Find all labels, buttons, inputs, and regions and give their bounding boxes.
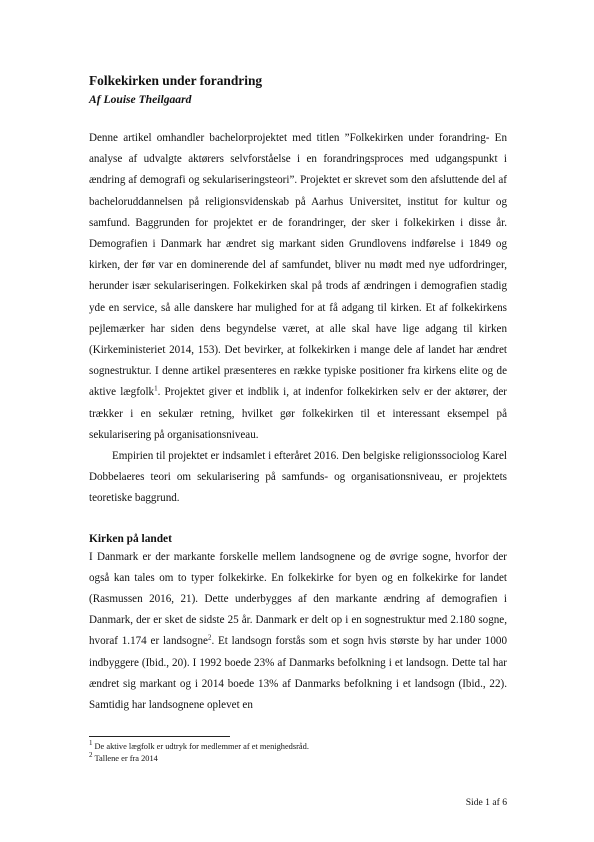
paragraph-intro — [89, 128, 507, 446]
article-title: Folkekirken under forandring — [89, 73, 263, 88]
article-author: Af Louise Theilgaard — [89, 93, 192, 106]
paragraph-empirical: Empirien til projektet er indsamlet i efteråret 2016. Den belgiske religionssociolog Karel Dobbelaeres teori om sekularisering på samfunds- og organisationsniveau, er projektets teoretiske baggrund. — [89, 450, 507, 505]
paragraph-countryside-text-b: . Et landsogn forstås som et sogn hvis største by har under 1000 indbyggere (Ibid., 20). I 1992 boede 23% af Danmarks befolkning i et landsogn. Dette tal har ændret sig markant og i 2014 boede 13% af Danmarks befolkning i et landsogn (Ibid., 22). Samtidig har landsognene oplevet en — [89, 635, 507, 712]
footnote-ref-2: 2 — [207, 633, 212, 642]
footnote-number: 2 — [89, 750, 93, 759]
page-number: Side 1 af 6 — [465, 797, 507, 808]
footnote-2 — [89, 750, 507, 765]
section-heading: Kirken på landet — [89, 532, 172, 545]
footnote-1 — [89, 741, 507, 753]
footnote-number: 1 — [89, 739, 93, 748]
footnote-ref-1: 1 — [154, 384, 158, 393]
footnotes — [89, 741, 507, 764]
footnote-text: De aktive lægfolk er udtryk for medlemmer af et menighedsråd. — [94, 742, 309, 751]
paragraph-intro-text-b: . Projektet giver et indblik i, at indenfor folkekirken selv er der aktører, der trækker i en sekulær retning, hvilket gør folkekirken til et interessant eksempel på sekularisering på organisationsniveau. — [89, 386, 507, 441]
article-body — [89, 72, 507, 716]
paragraph-countryside-text-a: I Danmark er der markante forskelle mellem landsognene og de øvrige sogne, hvorfor der også kan tales om to typer folkekirke. En folkekirke for byen og en folkekirke for landet (Rasmussen 2016, 21). Dette underbygges af den markante ændring af demografien i Danmark, der er sket de sidste 25 år. Danmark er delt op i en sognestruktur med 2.180 sogne, hvoraf 1.174 er landsogne — [89, 550, 507, 648]
footnote-separator — [89, 736, 230, 737]
paragraph-intro-text-a: Denne artikel omhandler bachelorprojektet med titlen ”Folkekirken under forandring- En analyse af udvalgte aktørers selvforståelse i en forandringsproces med udgangspunkt i ændring af demografi og sekulariseringsteori”. Projektet er skrevet som den afsluttende del af bacheloruddannelsen på religionsvidenskab på Aarhus Universitet, institut for kultur og samfund. Baggrunden for projektet er de forandringer, der sker i folkekirken i disse år. Demografien i Danmark har ændret sig markant siden Grundlovens indførelse i 1849 og kirken, der før var en dominerende del af samfundet, bliver nu mødt med nye udfordringer, herunder især sekulariseringen. Folkekirken skal på trods af ændringen i demografien stadig yde en service, så alle danskere har mulighed for at få adgang til kirken. Et af folkekirkens pejlemærker har siden dens begyndelse været, at alle skal have lige adgang til kirken (Kirkeministeriet 2014, 153). Det bevirker, at folkekirken i mange dele af landet har ændret sognestruktur. I denne artikel præsenteres en række typiske positioner fra kirkens elite og de aktive lægfolk — [89, 132, 507, 399]
paragraph-countryside — [89, 547, 507, 717]
footnote-text: Tallene er fra 2014 — [94, 753, 158, 763]
